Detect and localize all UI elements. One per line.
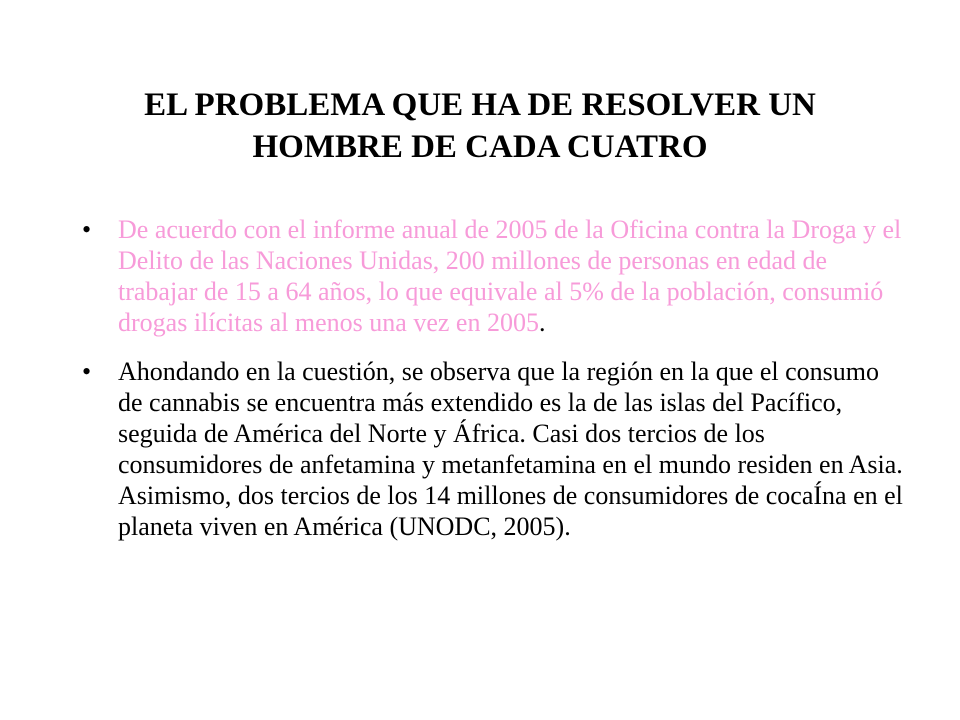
bullet-list [78, 214, 908, 560]
bullet-icon: • [82, 357, 92, 386]
bullet-item-unodc-report [78, 214, 908, 338]
bullet-text-highlighted: De acuerdo con el informe anual de 2005 de la Oficina contra la Droga y el Delito de las Naciones Unidas, 200 millones de personas en edad de trabajar de 15 a 64 años, lo que equivale al 5% de la población, consumió drogas ilícitas al menos una vez en 2005 [118, 215, 902, 337]
title-line-2: HOMBRE DE CADA CUATRO [252, 129, 708, 165]
bullet-icon: • [82, 215, 92, 244]
bullet-text: Ahondando en la cuestión, se observa que la región en la que el consumo de cannabis se encuentra más extendido es la de las islas del Pacífico, seguida de América del Norte y África. Casi dos tercios de los consumidores de anfetamina y metanfetamina en el mundo residen en Asia. Asimismo, dos tercios de los 14 millones de consumidores de cocaÍna en el planeta viven en América (UNODC, 2005). [118, 357, 903, 541]
bullet-text-period: . [538, 308, 546, 337]
bullet-item-regional-consumption [78, 356, 908, 542]
title-line-1: EL PROBLEMA QUE HA DE RESOLVER UN [144, 87, 816, 123]
slide-title [60, 84, 900, 168]
